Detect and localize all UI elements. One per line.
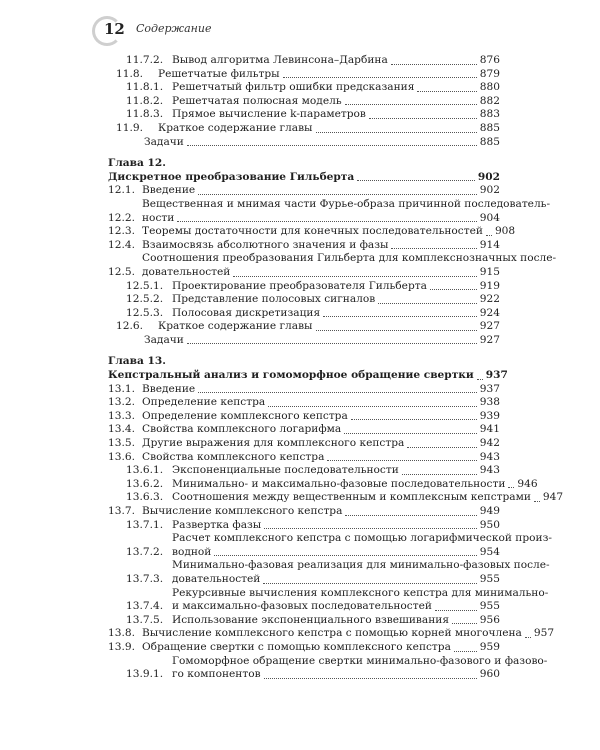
toc-entry-title: Рекурсивные вычисления комплексного кепстра для минимально- <box>172 586 549 599</box>
toc-entry-body <box>172 293 500 307</box>
toc-entry-page: 882 <box>479 94 500 107</box>
toc-entry-body <box>142 225 516 239</box>
toc-entry <box>108 307 500 321</box>
dot-leader <box>344 432 477 434</box>
toc-entry <box>108 627 555 641</box>
toc-entry-title: Представление полосовых сигналов <box>172 293 376 306</box>
toc-entry-page: 960 <box>479 668 500 681</box>
dot-leader <box>264 677 477 679</box>
toc-entry <box>108 122 500 136</box>
toc-entry-page: 885 <box>479 135 500 148</box>
toc-entry-body <box>158 122 500 136</box>
toc-entry-number: 13.4. <box>108 423 135 436</box>
dot-leader <box>198 391 477 393</box>
toc-entry-title: Соотношения преобразования Гильберта для комплекснозначных после- <box>142 252 557 265</box>
toc-entry-page: 943 <box>479 464 500 477</box>
toc-entry-number: 12.5.2. <box>126 293 164 306</box>
toc-entry-title: Краткое содержание главы <box>158 320 313 333</box>
toc-entry <box>108 320 500 334</box>
toc-entry-page: 956 <box>479 613 500 626</box>
running-title: Содержание <box>136 22 212 35</box>
toc-entry-number: 13.1. <box>108 382 135 395</box>
toc-entry-page: 941 <box>479 423 500 436</box>
dot-leader <box>378 302 477 304</box>
toc-entry-body <box>144 334 500 348</box>
toc-entry-number: 13.7. <box>108 505 135 517</box>
toc-entry-number: 12.1. <box>108 184 135 197</box>
toc-entry <box>108 654 548 682</box>
toc-entry <box>108 68 500 82</box>
toc-entry-title-cont <box>172 668 500 682</box>
toc-entry-number: 13.5. <box>108 437 135 450</box>
toc-entry-number: 13.7.4. <box>126 600 164 613</box>
toc-entry <box>108 136 500 150</box>
toc-entry-body <box>172 464 500 478</box>
chapter-title-row <box>108 369 508 383</box>
toc-entry-body <box>144 136 500 150</box>
toc-entry-title-end: довательностей <box>172 572 261 585</box>
dot-leader <box>534 500 540 502</box>
toc-entry-body <box>142 505 500 519</box>
toc-entry-body <box>172 477 538 492</box>
toc-entry-page: 902 <box>479 184 500 197</box>
toc-entry-title: Минимально-фазовая реализация для минимально-фазовых после- <box>172 559 550 572</box>
toc-entry-title-end: го компонентов <box>172 668 261 681</box>
toc-entry-number: 11.9. <box>116 121 143 134</box>
dot-leader <box>454 650 477 652</box>
toc-entry-title: Развертка фазы <box>172 518 262 531</box>
dot-leader <box>402 473 477 475</box>
toc-entry-page: 954 <box>479 545 500 558</box>
toc-entry-body <box>142 396 500 410</box>
toc-entry-page: 927 <box>479 333 500 346</box>
toc-entry-title-cont <box>172 573 500 587</box>
toc-entry-body <box>142 252 557 279</box>
dot-leader <box>486 234 492 236</box>
toc-entry <box>108 184 500 198</box>
dot-leader <box>263 582 476 584</box>
toc-entry <box>108 410 500 424</box>
dot-leader <box>508 486 514 488</box>
toc-entry-number: 11.8.2. <box>126 94 164 107</box>
toc-entry <box>108 280 500 294</box>
dot-leader <box>198 193 477 195</box>
toc-entry <box>108 252 557 279</box>
toc-entry-number: 13.2. <box>108 396 135 409</box>
toc-entry-page: 919 <box>479 279 500 292</box>
toc-entry-body <box>172 81 500 95</box>
toc-entry-body <box>142 627 555 641</box>
toc-entry-title-cont <box>142 212 500 226</box>
toc-entry-page: 939 <box>479 409 500 422</box>
toc-entry <box>108 293 500 307</box>
dot-leader <box>452 622 477 624</box>
toc-entry-title: Определение комплексного кепстра <box>142 409 348 422</box>
toc-entry-page: 950 <box>479 518 500 531</box>
toc-entry <box>108 641 500 655</box>
toc-entry <box>108 383 500 397</box>
toc-entry-body <box>142 423 500 437</box>
chapter-title-body <box>108 369 508 383</box>
dot-leader <box>283 76 477 78</box>
toc-entry-body <box>172 654 548 682</box>
dot-leader <box>345 514 476 516</box>
page-header <box>92 14 512 48</box>
toc-entry-number: 13.3. <box>108 409 135 422</box>
dot-leader <box>214 554 476 556</box>
dot-leader <box>477 378 483 380</box>
toc-entry-page: 880 <box>479 81 500 94</box>
toc-entry-title-cont <box>172 600 500 614</box>
toc-entry-number: 11.8.1. <box>126 81 164 94</box>
toc-entry-title: Минимально- и максимально-фазовые последовательности <box>172 477 506 490</box>
chapter-label: Глава 12. <box>108 157 166 170</box>
toc-entry-title: Свойства комплексного кепстра <box>142 450 325 463</box>
toc-entry-title: Проектирование преобразователя Гильберта <box>172 279 427 292</box>
toc-entry-title-cont <box>142 266 500 280</box>
dot-leader <box>391 247 476 249</box>
chapter-label: Глава 13. <box>108 355 166 368</box>
toc-entry-title: Обращение свертки с помощью комплексного кепстра <box>142 640 451 653</box>
toc-entry-page: 937 <box>479 382 500 395</box>
toc-entry-title: Краткое содержание главы <box>158 121 313 134</box>
toc-entry-title: Вычисление комплексного кепстра с помощью корней многочлена <box>142 627 522 640</box>
dot-leader <box>435 609 477 611</box>
dot-leader <box>323 315 477 317</box>
toc-entry-page: 883 <box>479 108 500 121</box>
dot-leader <box>327 459 476 461</box>
toc-entry-title-end: довательностей <box>142 265 231 278</box>
toc-entry <box>108 477 538 492</box>
toc-entry-page: 876 <box>479 54 500 66</box>
toc-entry-number: 12.5.1. <box>126 279 164 292</box>
toc-entry-title: Решетчатый фильтр ошибки предсказания <box>172 81 415 94</box>
toc-entry <box>108 451 500 465</box>
toc-entry-body <box>172 586 549 614</box>
toc-entry-title: Гомоморфное обращение свертки минимально-фазового и фазово- <box>172 654 548 667</box>
toc-entry-page: 947 <box>542 491 564 504</box>
toc-entry-number: 11.8. <box>116 67 143 80</box>
toc-entry-title: Вывод алгоритма Левинсона–Дарбина <box>172 54 388 66</box>
dot-leader <box>177 220 476 222</box>
toc-entry-page: 959 <box>479 640 500 653</box>
toc-entry-body <box>172 559 550 586</box>
toc-entry <box>108 396 500 410</box>
toc-entry-body <box>172 614 500 628</box>
toc-entry-title: Решетчатая полюсная модель <box>172 94 342 107</box>
toc-entry-title: Вещественная и мнимая части Фурье-образа причинной последователь- <box>142 197 551 210</box>
toc-entry <box>108 81 500 95</box>
toc-entry-number: 12.6. <box>116 320 143 333</box>
toc-entry-page: 949 <box>479 505 500 517</box>
toc-entry-page: 908 <box>494 225 516 238</box>
toc-entry-number: 11.7.2. <box>126 54 164 66</box>
dot-leader <box>345 103 477 105</box>
dot-leader <box>264 527 477 529</box>
table-of-contents <box>108 54 564 682</box>
toc-entry-page: 955 <box>479 572 500 585</box>
toc-entry-body <box>158 320 500 334</box>
toc-entry-page: 924 <box>479 306 500 319</box>
toc-entry <box>108 532 552 559</box>
dot-leader <box>430 288 477 290</box>
toc-entry-title: Расчет комплексного кепстра с помощью логарифмической произ- <box>172 532 552 545</box>
toc-entry-title: Полосовая дискретизация <box>172 306 321 319</box>
toc-entry <box>108 225 516 239</box>
dot-leader <box>369 117 477 119</box>
chapter-page: 902 <box>477 170 500 183</box>
toc-entry-title: Вычисление комплексного кепстра <box>142 505 343 517</box>
toc-entry-page: 927 <box>479 320 500 333</box>
toc-entry-number: 12.4. <box>108 238 135 251</box>
toc-entry-title: Прямое вычисление k-параметров <box>172 108 366 121</box>
toc-entry-body <box>142 410 500 424</box>
dot-leader <box>187 342 477 344</box>
toc-entry <box>108 54 500 68</box>
toc-entry <box>108 519 500 533</box>
dot-leader <box>407 446 476 448</box>
toc-entry-title: Экспоненциальные последовательности <box>172 464 399 477</box>
dot-leader <box>351 418 477 420</box>
toc-entry-body <box>142 641 500 655</box>
toc-entry-page: 955 <box>479 600 500 613</box>
toc-entry <box>108 559 550 586</box>
toc-entry-number: 12.3. <box>108 225 135 238</box>
chapter-page: 937 <box>485 369 508 382</box>
toc-entry-title: Взаимосвязь абсолютного значения и фазы <box>142 238 389 251</box>
toc-entry-title-end: ности <box>142 211 175 224</box>
toc-entry-number: 12.2. <box>108 211 135 224</box>
toc-entry-number: 13.7.5. <box>126 613 164 626</box>
toc-entry <box>108 239 500 253</box>
toc-entry-title: Решетчатые фильтры <box>158 67 280 80</box>
dot-leader <box>316 131 477 133</box>
toc-entry-body <box>142 239 500 253</box>
toc-entry-title: Задачи <box>144 135 184 148</box>
toc-entry-title: Введение <box>142 184 196 197</box>
dot-leader <box>525 636 531 638</box>
chapter-title: Дискретное преобразование Гильберта <box>108 170 355 183</box>
toc-entry-number: 13.9. <box>108 640 135 653</box>
toc-entry-body <box>142 184 500 198</box>
toc-entry-number: 13.8. <box>108 627 135 640</box>
toc-entry-title-end: и максимально-фазовых последовательностей <box>172 600 432 613</box>
toc-entry-page: 938 <box>479 396 500 409</box>
toc-entry-body <box>172 532 552 559</box>
toc-entry-title: Другие выражения для комплексного кепстра <box>142 437 405 450</box>
toc-entry-page: 946 <box>517 477 538 490</box>
toc-entry-number: 13.6.2. <box>126 477 164 490</box>
toc-entry <box>108 108 500 122</box>
toc-entry-title: Использование экспоненциального взвешивания <box>172 613 450 626</box>
toc-entry-body <box>142 383 500 397</box>
toc-entry <box>108 505 500 519</box>
toc-entry-title: Введение <box>142 382 196 395</box>
toc-entry <box>108 197 551 225</box>
toc-entry-number: 13.7.2. <box>126 545 164 558</box>
toc-entry-title: Свойства комплексного логарифма <box>142 423 342 436</box>
chapter-title-body <box>108 171 500 185</box>
toc-entry-body <box>172 280 500 294</box>
toc-entry-number: 11.8.3. <box>126 108 164 121</box>
toc-entry-title-cont <box>172 546 500 560</box>
toc-entry-body <box>158 68 500 82</box>
toc-entry-number: 12.5. <box>108 265 135 278</box>
chapter-title: Кепстральный анализ и гомоморфное обращение свертки <box>108 369 474 382</box>
dot-leader <box>357 179 475 181</box>
toc-entry-body <box>172 95 500 109</box>
toc-entry-title: Теоремы достаточности для конечных последовательностей <box>142 225 483 238</box>
toc-entry-page: 942 <box>479 437 500 450</box>
toc-entry-title: Соотношения между вещественным и комплексным кепстрами <box>172 491 531 504</box>
toc-entry-body <box>142 197 551 225</box>
dot-leader <box>316 329 477 331</box>
toc-entry-number: 13.9.1. <box>126 668 164 681</box>
toc-entry <box>108 464 500 478</box>
toc-entry-number: 13.6.1. <box>126 464 164 477</box>
toc-entry <box>108 437 500 451</box>
dot-leader <box>268 405 477 407</box>
dot-leader <box>233 275 476 277</box>
toc-entry <box>108 614 500 628</box>
toc-entry-body <box>172 54 500 68</box>
toc-entry-page: 904 <box>479 211 500 224</box>
toc-entry-title: Определение кепстра <box>142 396 266 409</box>
page-number: 12 <box>104 20 125 38</box>
toc-entry-page: 885 <box>479 121 500 134</box>
toc-entry-number: 13.6.3. <box>126 491 164 504</box>
toc-entry <box>108 423 500 437</box>
toc-entry <box>108 491 564 505</box>
toc-entry-body <box>172 491 564 505</box>
toc-entry <box>108 586 549 614</box>
toc-entry-number: 13.6. <box>108 450 135 463</box>
toc-entry-page: 915 <box>479 265 500 278</box>
dot-leader <box>417 90 476 92</box>
dot-leader <box>187 144 477 146</box>
toc-entry-page: 879 <box>479 67 500 80</box>
toc-entry-body <box>142 437 500 451</box>
toc-entry-title: Задачи <box>144 333 184 346</box>
toc-entry <box>108 334 500 348</box>
toc-entry-page: 943 <box>479 450 500 463</box>
toc-entry-title-end: водной <box>172 545 212 558</box>
toc-entry-number: 13.7.3. <box>126 572 164 585</box>
toc-entry-page: 957 <box>533 627 555 640</box>
toc-entry-body <box>172 307 500 321</box>
toc-entry-page: 922 <box>479 293 500 306</box>
toc-entry-body <box>172 108 500 122</box>
toc-entry-page: 914 <box>479 238 500 251</box>
toc-entry <box>108 95 500 109</box>
toc-entry-body <box>172 519 500 533</box>
toc-entry-number: 12.5.3. <box>126 306 164 319</box>
toc-entry-number: 13.7.1. <box>126 518 164 531</box>
toc-entry-body <box>142 451 500 465</box>
chapter-title-row <box>108 171 500 185</box>
dot-leader <box>391 63 477 65</box>
